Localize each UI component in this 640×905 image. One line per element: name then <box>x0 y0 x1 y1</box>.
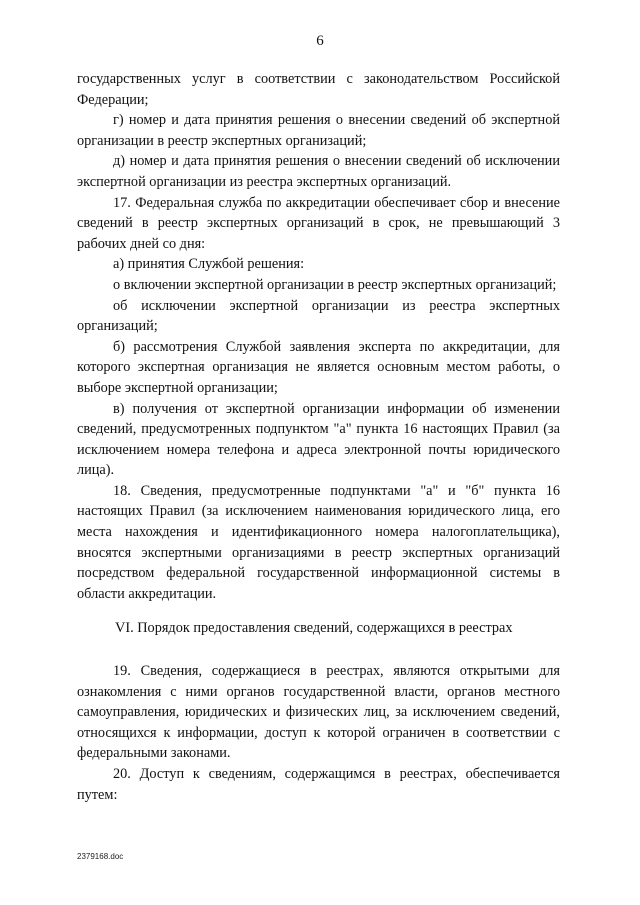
page-number: 6 <box>316 33 324 49</box>
section-heading: VI. Порядок предоставления сведений, содержащихся в реестрах <box>115 620 513 637</box>
paragraph: 18. Сведения, предусмотренные подпунктами "а" и "б" пункта 16 настоящих Правил (за исключением наименования юридического лица, его места нахождения и идентификационного номера налогоплательщика), вносятся экспертными организациями в реестр экспертных организаций посредством федеральной государственной информационной системы в области аккредитации. <box>77 482 560 602</box>
paragraph: об исключении экспертной организации из реестра экспертных организаций; <box>77 297 560 335</box>
file-name-footer: 2379168.doc <box>77 852 124 861</box>
paragraph: 19. Сведения, содержащиеся в реестрах, являются открытыми для ознакомления с ними органов государственной власти, органов местного самоуправления, юридических и физических лиц, за исключением сведений, относящихся к информации, доступ к которой ограничен в соответствии с федеральными законами. <box>77 663 560 762</box>
paragraph: государственных услуг в соответствии с законодательством Российской Федерации; <box>77 71 560 108</box>
paragraph: о включении экспертной организации в реестр экспертных организаций; <box>113 276 557 293</box>
paragraph: а) принятия Службой решения: <box>113 256 305 273</box>
paragraph: 20. Доступ к сведениям, содержащимся в реестрах, обеспечивается путем: <box>77 766 560 803</box>
paragraph: 17. Федеральная служба по аккредитации обеспечивает сбор и внесение сведений в реестр экспертных организаций в срок, не превышающий 3 рабочих дней со дня: <box>77 194 560 252</box>
paragraph: в) получения от экспертной организации информации об изменении сведений, предусмотренных подпунктом "а" пункта 16 настоящих Правил (за исключением номера телефона и адреса электронной почты юридического лица). <box>77 400 560 479</box>
paragraph: г) номер и дата принятия решения о внесении сведений об экспертной организации в реестр экспертных организаций; <box>77 112 560 149</box>
paragraph: б) рассмотрения Службой заявления эксперта по аккредитации, для которого экспертная организация не является основным местом работы, о выборе экспертной организации; <box>77 338 560 396</box>
document-body <box>77 69 560 805</box>
paragraph: д) номер и дата принятия решения о внесении сведений об исключении экспертной организации из реестра экспертных организаций. <box>77 153 560 190</box>
